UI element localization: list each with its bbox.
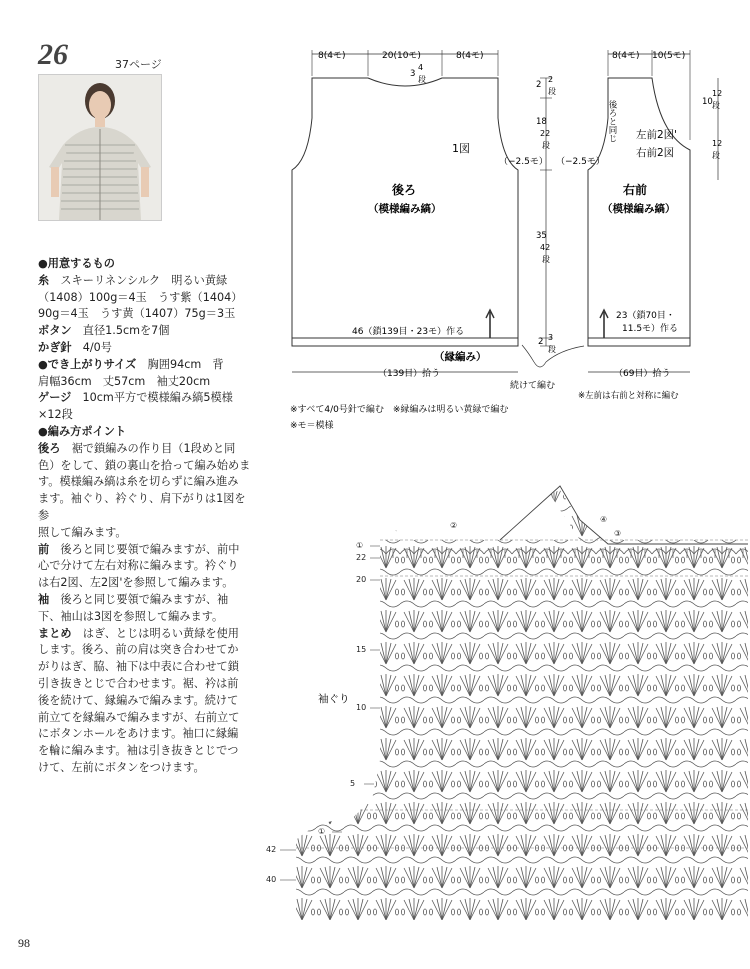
- finish-line-7: を輪に編みます。袖は引き抜きとじでつ: [38, 744, 239, 758]
- front-title: 右前: [623, 183, 648, 197]
- gauge-label: ゲージ: [38, 391, 72, 405]
- instructions-heading: ●編み方ポイント: [38, 424, 127, 438]
- front-decrease: （−2.5モ）: [556, 157, 605, 167]
- armhole-label: 袖ぐり: [318, 693, 350, 705]
- row-marker-2: ②: [450, 521, 458, 530]
- back-decrease: （−2.5モ）: [499, 157, 548, 167]
- back-title: 後ろ: [392, 183, 417, 197]
- front-border-band: [588, 338, 690, 346]
- finish-line-4: 後を続けて、縁編みで編みます。続けて: [38, 693, 239, 707]
- front-neck-rows2: 12: [712, 139, 723, 148]
- front-bottom-label: 23（鎖70目・: [616, 311, 675, 321]
- row-marker-22: 22: [356, 553, 367, 562]
- back-line-0: 裾で鎖編みの作り目（1段めと同: [71, 441, 236, 455]
- yarn-line3: 90g＝4玉 うす黄（1407）75g＝3玉: [38, 307, 236, 321]
- side-bottom-rows: 3: [548, 333, 554, 342]
- finish-line-5: 前立てを縁編みで編みますが、右前立て: [38, 710, 240, 724]
- hook-text: 4/0号: [82, 340, 112, 354]
- side-bottom-unit: 段: [548, 345, 556, 354]
- back-neck-depth: 3: [410, 69, 416, 79]
- button-text: 直径1.5cmを7個: [82, 324, 170, 338]
- finish-line-1: します。後ろ、前の肩は突き合わせてか: [38, 643, 239, 657]
- schematic-diagrams: [0, 0, 750, 440]
- front-label: 前: [38, 542, 50, 556]
- back-line-4: 照して編みます。: [38, 525, 127, 539]
- finish-line-6: にボタンホールをあけます。袖口に縁編: [38, 727, 239, 741]
- back-dim-left: 8(4モ): [318, 51, 346, 61]
- row-marker-42: 42: [266, 845, 277, 854]
- side-body-rows: 42: [540, 243, 551, 252]
- sleeve-rest: 下、袖山は3図を参照して編みます。: [38, 609, 224, 623]
- side-top-val: 2: [536, 80, 542, 90]
- size-line2: 肩幅36cm 丈57cm 袖丈20cm: [38, 374, 211, 388]
- note-line1: ※すべて4/0号針で編む ※縁編みは明るい黄緑で編む: [290, 405, 509, 415]
- row-marker-15: 15: [356, 645, 367, 654]
- finish-line-2: がりはぎ、脇、袖下は中表に合わせて鎖: [38, 660, 239, 674]
- back-neck-rows: 4: [418, 63, 424, 72]
- size-heading: ●でき上がりサイズ: [38, 357, 137, 371]
- back-dim-center: 20(10モ): [382, 51, 421, 61]
- back-label: 後ろ: [38, 441, 61, 455]
- side-armhole-unit: 段: [542, 141, 550, 150]
- row-marker-1-bottom: ①: [318, 827, 326, 836]
- row-marker-3: ③: [614, 529, 622, 538]
- back-subtitle: （模様編み縞）: [368, 203, 442, 215]
- row-marker-10: 10: [356, 703, 367, 712]
- row-marker-20: 20: [356, 575, 367, 584]
- materials-heading: ●用意するもの: [38, 257, 115, 270]
- back-border-label: （縁編み）: [434, 351, 487, 363]
- front-line-2: は右2図、左2図'を参照して編みます。: [38, 576, 234, 590]
- side-top-unit: 段: [548, 87, 556, 96]
- front-fig2: 左前2図': [636, 129, 678, 141]
- button-label: ボタン: [38, 324, 72, 338]
- front-note: ※左前は右前と対称に編む: [578, 391, 679, 401]
- back-dim-right: 8(4モ): [456, 51, 484, 61]
- finish-label: まとめ: [38, 626, 72, 640]
- side-bottom-val: 2: [538, 337, 544, 347]
- side-armhole-val: 18: [536, 117, 547, 127]
- front-neck-unit2: 段: [712, 151, 720, 160]
- row-marker-5: 5: [350, 779, 356, 788]
- front-dim-right: 10(5モ): [652, 51, 686, 61]
- front-bottom-label2: 11.5モ）作る: [622, 324, 679, 334]
- back-fig-label: 1図: [452, 142, 470, 155]
- yarn-line1: スキーリネンシルク 明るい黄緑: [60, 273, 228, 287]
- back-border-band: [292, 338, 518, 346]
- front-fig2b: 右前2図: [636, 147, 675, 159]
- sleeve-line-0: 後ろと同じ要領で編みますが、袖: [60, 592, 229, 606]
- back-line-3: ます。袖ぐり、衿ぐり、肩下がりは1図を参: [38, 492, 246, 522]
- row-marker-40: 40: [266, 875, 277, 884]
- yarn-label: 糸: [38, 273, 50, 287]
- front-line-1: 心で分けて左右対称に編みます。衿ぐり: [38, 559, 239, 573]
- note-line2: ※モ＝模様: [290, 421, 334, 431]
- side-body-val: 35: [536, 231, 547, 241]
- hook-label: かぎ針: [38, 340, 72, 354]
- continue-label: 続けて編む: [510, 381, 556, 391]
- back-neck-rows-unit: 段: [418, 75, 426, 84]
- front-dim-left: 8(4モ): [612, 51, 640, 61]
- front-same-as-back: 後ろと同じ: [607, 100, 617, 143]
- stitch-chart: [260, 480, 748, 920]
- back-line-1: 色）をして、鎖の裏山を拾って編み始めま: [38, 458, 251, 472]
- finish-line-8: けて、左前にボタンをつけます。: [38, 760, 205, 774]
- page-number: 98: [18, 936, 30, 950]
- row-marker-4: ④: [600, 515, 608, 524]
- page-reference: 37ページ: [115, 58, 162, 71]
- back-line-2: す。模様編み縞は糸を切らずに編み進み: [38, 475, 239, 489]
- side-body-unit: 段: [542, 255, 550, 264]
- side-armhole-rows: 22: [540, 129, 551, 138]
- yarn-line2: （1408）100g＝4玉 うす紫（1404）: [38, 290, 243, 304]
- back-bottom-label: 46（鎖139目・23モ）作る: [352, 327, 465, 337]
- finish-line-3: 引き抜きとじで合わせます。裾、衿は前: [38, 676, 239, 690]
- side-top-rows: 2: [548, 75, 554, 84]
- front-pickup: （69目）拾う: [614, 369, 671, 379]
- back-pickup: （139目）拾う: [378, 369, 441, 379]
- front-neck-unit1: 段: [712, 101, 720, 110]
- front-neck-val: 10: [702, 97, 713, 107]
- gauge-line2: ×12段: [38, 408, 73, 422]
- size-line1: 胸囲94cm 背: [147, 357, 224, 371]
- row-marker-1-top: ①: [356, 541, 364, 550]
- finish-line-0: はぎ、とじは明るい黄緑を使用: [82, 626, 239, 640]
- gauge-line1: 10cm平方で模様編み縞5模様: [82, 391, 233, 405]
- sleeve-label: 袖: [38, 592, 50, 606]
- front-neck-rows1: 12: [712, 89, 723, 98]
- front-subtitle: （模様編み縞）: [602, 203, 676, 215]
- front-line-0: 後ろと同じ要領で編みますが、前中: [60, 542, 240, 556]
- pattern-number: 26: [38, 38, 68, 71]
